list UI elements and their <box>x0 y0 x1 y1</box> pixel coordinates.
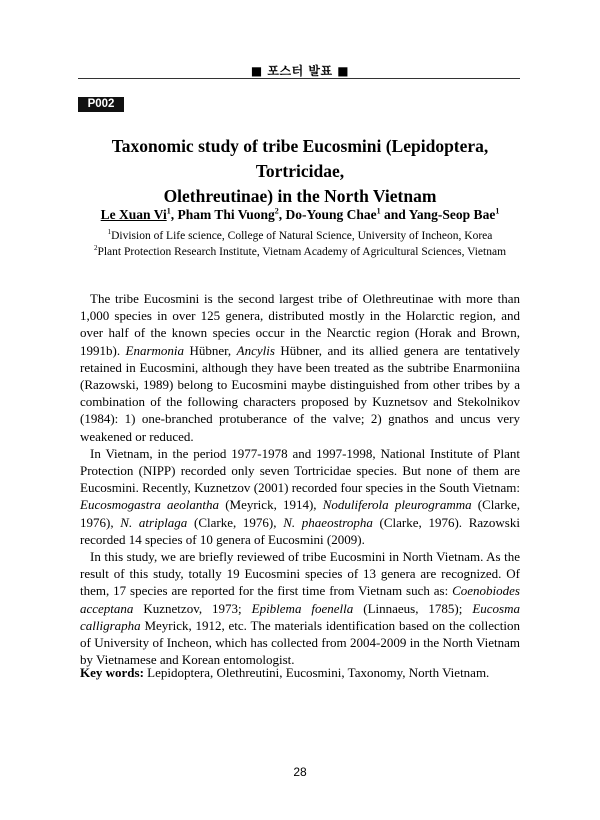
affiliation-number: 1 <box>107 228 112 237</box>
author-affiliation-mark: 2 <box>274 206 279 216</box>
affiliation-text: Plant Protection Research Institute, Vietnam Academy of Agricultural Sciences, Vietnam <box>97 245 507 258</box>
species-name: Coenobiodes acceptana <box>80 583 520 616</box>
abstract-text: In Vietnam, in the period 1977-1978 and 1997-1998, National Institute of Plant Protection (NIPP) recorded only seven Tortricidae species. But none of them are Eucosmini. Recently, Kuznetzov (2001) recorded four species in the South Vietnam: <box>80 445 520 496</box>
species-name: Eucosmogastra aeolantha <box>80 497 220 513</box>
title-line-1: Taxonomic study of tribe Eucosmini (Lepidoptera, Tortricidae, <box>111 136 489 181</box>
author-name: Yang-Seop Bae <box>408 207 496 222</box>
author-separator: and <box>380 207 409 222</box>
abstract-text: (Meyrick, 1914), <box>219 497 323 513</box>
affiliation-line <box>60 245 540 261</box>
author-name: Pham Thi Vuong <box>177 207 275 222</box>
abstract-text: Kuznetzov, 1973; <box>133 600 252 616</box>
affiliation-line <box>60 229 540 245</box>
author-name: Le Xuan Vi <box>100 207 167 222</box>
author-separator: , <box>278 207 286 222</box>
genus-name: Ancylis <box>236 342 275 358</box>
abstract-text: Hübner, <box>184 342 237 358</box>
affiliation-text: Division of Life science, College of Natural Science, University of Incheon, Korea <box>111 230 493 242</box>
author-name: Do-Young Chae <box>285 207 377 222</box>
abstract-text: The tribe Eucosmini is the second largest tribe of Olethreutinae with more than 1,000 species in over 125 genera, distributed mostly in the Holarctic region, and over half of the known species occur in the Nearctic region (Horak and Brown, 1991b). <box>80 291 520 358</box>
section-header: ■ 포스터 발표 ■ <box>250 64 350 78</box>
abstract-text: (Linnaeus, 1785); <box>353 600 473 616</box>
abstract-body <box>80 290 520 668</box>
title-line-2: Olethreutinae) in the North Vietnam <box>163 186 437 206</box>
species-name: Eucosma calligrapha <box>80 600 520 633</box>
species-name: N. phaeostropha <box>283 514 373 530</box>
author-affiliation-mark: 1 <box>495 206 500 216</box>
abstract-text: Hübner, and its allied genera are tentatively retained in Eucosmini, although they have been treated as the subtribe Enarmoniina (Razowski, 1989) belong to Eucosmini maybe distinguished from other tribes by a combination of the following characters proposed by Kuznetsov and Stekolnikov (1984): 1) one-branched protuberance of the valve; 2) gnathos and uncus very weakened or reduced. <box>80 342 521 444</box>
keywords <box>80 664 520 681</box>
species-name: Noduliferola pleurogramma <box>322 497 472 513</box>
species-name: Epiblema foenella <box>251 600 354 616</box>
abstract-paragraph-1 <box>80 290 520 445</box>
genus-name: Enarmonia <box>125 342 185 358</box>
abstract-text: In this study, we are briefly reviewed of tribe Eucosmini in North Vietnam. As the result of this study, totally 19 Eucosmini species of 13 genera are recognized. Of them, 17 species are reported for the first time from Vietnam such as: <box>80 549 520 599</box>
abstract-paragraph-3 <box>80 548 520 668</box>
paper-title <box>70 134 530 209</box>
keywords-label: Key words: <box>80 665 144 680</box>
abstract-text: (Clarke, 1976), <box>187 514 284 530</box>
affiliation-list <box>60 229 540 260</box>
abstract-text: Meyrick, 1912, etc. The materials identification based on the collection of University of Incheon, which has collected from 2004-2009 in the North Vietnam by Vietnamese and Korean entomologist. <box>80 617 520 668</box>
poster-code-badge: P002 <box>78 97 124 112</box>
header-divider <box>78 78 520 79</box>
page-number: 28 <box>293 765 307 779</box>
author-list <box>60 206 540 224</box>
author-affiliation-mark: 1 <box>166 206 171 216</box>
author-separator: , <box>170 207 178 222</box>
author-affiliation-mark: 1 <box>376 206 381 216</box>
abstract-text: (Clarke, 1976). Razowski recorded 14 species of 10 genera of Eucosmini (2009). <box>80 514 520 547</box>
abstract-paragraph-2 <box>80 445 520 548</box>
affiliation-number: 2 <box>93 243 98 252</box>
abstract-text: (Clarke, 1976), <box>80 497 521 530</box>
keywords-text: Lepidoptera, Olethreutini, Eucosmini, Taxonomy, North Vietnam. <box>143 665 490 680</box>
species-name: N. atriplaga <box>120 514 188 530</box>
